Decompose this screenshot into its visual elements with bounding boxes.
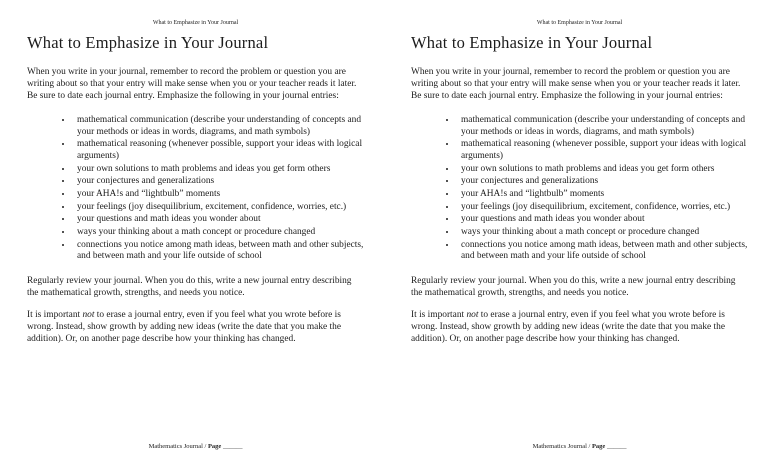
bullet-item: • your conjectures and generalizations [73, 176, 364, 188]
bullet-item: • your own solutions to math problems and ideas you get form others [73, 164, 364, 176]
footer-text-pre: Mathematics Journal / [532, 443, 592, 450]
footer-text-bold: Page [207, 443, 222, 450]
note-paragraph [411, 310, 748, 345]
bullet-item: • connections you notice among math ideas, between math and other subjects, and between math and your life outside of school [457, 240, 748, 263]
bullet-item: • your feelings (joy disequilibrium, excitement, confidence, worries, etc.) [73, 202, 364, 214]
bullet-list [411, 115, 748, 264]
review-paragraph: Regularly review your journal. When you do this, write a new journal entry describing the mathematical growth, strengths, and needs you notice. [27, 276, 352, 298]
bullet-item: • your questions and math ideas you wonder about [457, 214, 748, 226]
intro-paragraph: When you write in your journal, remember to record the problem or question you are writing about so that your entry will make sense when you or your teacher reads it later. Be sure to date each journal entry. Emphasize the following in your journal entries: [411, 67, 741, 101]
review-paragraph: Regularly review your journal. When you do this, write a new journal entry describing the mathematical growth, strengths, and needs you notice. [411, 276, 736, 298]
bullet-item: • ways your thinking about a math concept or procedure changed [457, 227, 748, 239]
bullet-item: • your own solutions to math problems and ideas you get form others [457, 164, 748, 176]
bullet-item: • mathematical reasoning (whenever possible, support your ideas with logical arguments) [73, 139, 364, 162]
intro-paragraph: When you write in your journal, remember to record the problem or question you are writing about so that your entry will make sense when you or your teacher reads it later. Be sure to date each journal entry. Emphasize the following in your journal entries: [27, 67, 357, 101]
page-right [384, 0, 768, 466]
bullet-item: • your conjectures and generalizations [457, 176, 748, 188]
note-text-pre: It is important [411, 310, 467, 321]
bullet-list [27, 115, 364, 264]
note-text-pre: It is important [27, 310, 83, 321]
bullet-item: • your AHA!s and “lightbulb” moments [457, 189, 748, 201]
note-text-italic: not [466, 310, 479, 321]
note-text-post: to erase a journal entry, even if you feel what you wrote before is wrong. Instead, show growth by adding new ideas (write the date that you make the addition). Or, on another page describe how your thinking has changed. [411, 310, 725, 344]
footer-text-pre: Mathematics Journal / [148, 443, 208, 450]
bullet-item: • connections you notice among math ideas, between math and other subjects, and between math and your life outside of school [73, 240, 364, 263]
note-text-italic: not [82, 310, 95, 321]
bullet-item: • your feelings (joy disequilibrium, excitement, confidence, worries, etc.) [457, 202, 748, 214]
note-text-post: to erase a journal entry, even if you feel what you wrote before is wrong. Instead, show growth by adding new ideas (write the date that you make the addition). Or, on another page describe how your thinking has changed. [27, 310, 341, 344]
bullet-item: • ways your thinking about a math concept or procedure changed [73, 227, 364, 239]
bullet-item: • your questions and math ideas you wonder about [73, 214, 364, 226]
footer-text-bold: Page [591, 443, 606, 450]
page-footer [27, 443, 364, 450]
note-paragraph [27, 310, 364, 345]
page-title: What to Emphasize in Your Journal [411, 33, 653, 53]
running-header: What to Emphasize in Your Journal [536, 20, 623, 26]
bullet-item: • mathematical reasoning (whenever possible, support your ideas with logical arguments) [457, 139, 748, 162]
running-header: What to Emphasize in Your Journal [152, 20, 239, 26]
bullet-item: • mathematical communication (describe your understanding of concepts and your methods or ideas in words, diagrams, and math symbols) [457, 115, 748, 138]
footer-blank-line: ______ [605, 443, 627, 450]
bullet-item: • mathematical communication (describe your understanding of concepts and your methods or ideas in words, diagrams, and math symbols) [73, 115, 364, 138]
page-footer [411, 443, 748, 450]
page-title: What to Emphasize in Your Journal [27, 33, 269, 53]
bullet-item: • your AHA!s and “lightbulb” moments [73, 189, 364, 201]
footer-blank-line: ______ [221, 443, 243, 450]
